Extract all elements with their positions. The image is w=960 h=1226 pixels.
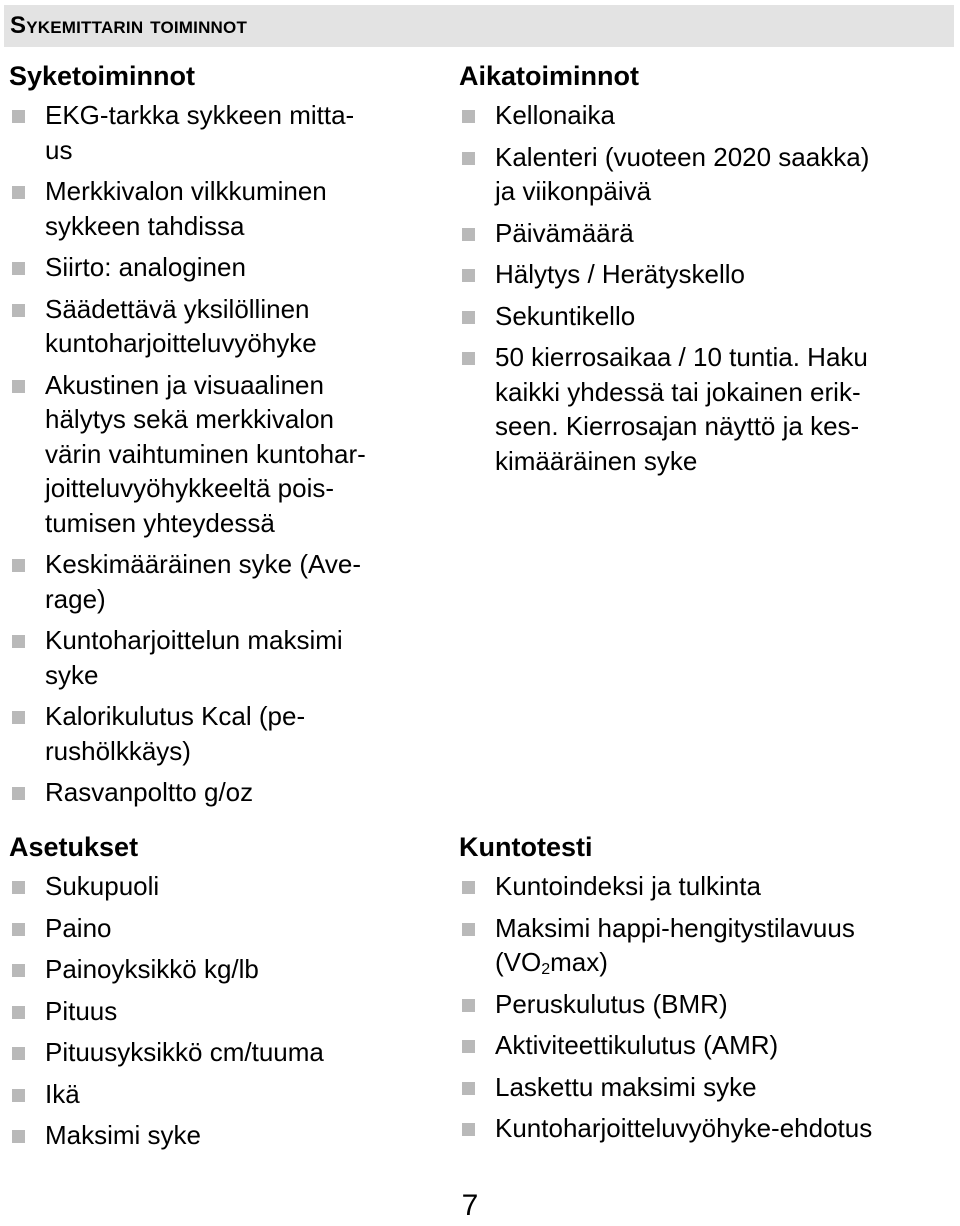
- list-item-text: Kellonaika: [495, 100, 615, 130]
- list-item: [459, 1111, 954, 1146]
- section-heading-aikatoiminnot: Aikatoiminnot: [459, 61, 639, 91]
- list-item: [9, 699, 434, 768]
- section-syketoiminnot: [9, 60, 434, 817]
- list-item-text: Sekuntikello: [495, 300, 636, 331]
- square-bullet-icon: [12, 186, 25, 199]
- list-item-text: Pituus: [45, 995, 118, 1026]
- list-item: [9, 869, 434, 904]
- square-bullet-icon: [12, 964, 25, 977]
- list-item: [459, 98, 954, 133]
- vo2max-subscript: 2: [541, 961, 551, 978]
- square-bullet-icon: [12, 1047, 25, 1060]
- list-item: [9, 952, 434, 987]
- list-item: [9, 994, 434, 1029]
- list-item-text: Ikä: [45, 1078, 80, 1109]
- square-bullet-icon: [462, 1082, 475, 1095]
- list-item-text: Siirto: analoginen: [45, 252, 246, 282]
- square-bullet-icon: [462, 881, 475, 894]
- square-bullet-icon: [12, 923, 25, 936]
- list-item: [9, 1077, 434, 1112]
- square-bullet-icon: [12, 1130, 25, 1143]
- list-item-text: Painoyksikkö kg/lb: [45, 954, 259, 984]
- section-heading-kuntotesti: Kuntotesti: [459, 832, 593, 862]
- square-bullet-icon: [12, 262, 25, 275]
- list-item: [459, 340, 954, 478]
- list-item: [459, 1028, 954, 1063]
- square-bullet-icon: [12, 1089, 25, 1102]
- list-item: [9, 368, 434, 541]
- list-item: [459, 216, 954, 251]
- list-item-text: Kalenteri (vuoteen 2020 saakka) ja viikonpäivä: [495, 141, 870, 206]
- list-item: [9, 250, 434, 285]
- list-item-text: Hälytys / Herätyskello: [495, 259, 745, 289]
- square-bullet-icon: [462, 999, 475, 1012]
- square-bullet-icon: [12, 304, 25, 317]
- square-bullet-icon: [462, 352, 475, 365]
- square-bullet-icon: [462, 269, 475, 282]
- list-item-text: Paino: [45, 912, 112, 943]
- list-item: [459, 140, 954, 209]
- list-item-text: Maksimi syke: [45, 1120, 202, 1150]
- section-heading-asetukset: Asetukset: [9, 832, 139, 862]
- list-item: [459, 299, 954, 334]
- square-bullet-icon: [462, 228, 475, 241]
- list-item-text: Kuntoindeksi ja tulkinta: [495, 871, 761, 901]
- page-title: Sykemittarin toiminnot: [10, 12, 248, 39]
- list-item: [9, 547, 434, 616]
- list-item-text: Kuntoharjoitteluvyöhyke-ehdotus: [495, 1113, 873, 1143]
- square-bullet-icon: [12, 559, 25, 572]
- list-item-text: Kuntoharjoittelun maksimi syke: [45, 625, 343, 690]
- list-item-text: 50 kierrosaikaa / 10 tuntia. Haku kaikki yhdessä tai jokainen erik- seen. Kierrosajan näyttö ja kes- kimääräinen syke: [495, 342, 868, 476]
- section-heading-syketoiminnot: Syketoiminnot: [9, 61, 196, 91]
- square-bullet-icon: [462, 1040, 475, 1053]
- section-aikatoiminnot: [459, 60, 954, 485]
- list-item-text: Merkkivalon vilkkuminen sykkeen tahdissa: [45, 176, 327, 241]
- list-item-text: Pituusyksikkö cm/tuuma: [45, 1037, 324, 1067]
- square-bullet-icon: [462, 152, 475, 165]
- square-bullet-icon: [12, 110, 25, 123]
- square-bullet-icon: [12, 787, 25, 800]
- list-item-text: EKG-tarkka sykkeen mitta- us: [45, 100, 355, 165]
- square-bullet-icon: [12, 711, 25, 724]
- list-item: [9, 911, 434, 946]
- list-item: [9, 775, 434, 810]
- square-bullet-icon: [462, 923, 475, 936]
- list-item: [9, 1035, 434, 1070]
- list-item-text: Rasvanpoltto g/oz: [45, 777, 254, 807]
- list-kuntotesti: [459, 869, 954, 1146]
- list-item: [459, 987, 954, 1022]
- square-bullet-icon: [462, 110, 475, 123]
- list-item: [9, 174, 434, 243]
- list-item: [9, 292, 434, 361]
- section-asetukset: [9, 831, 434, 1160]
- list-item-text: Keskimääräinen syke (Ave- rage): [45, 549, 361, 614]
- list-item-text: Akustinen ja visuaalinen hälytys sekä merkkivalon värin vaihtuminen kuntohar- joitteluvyöhykkeeltä pois- tumisen yhteydessä: [45, 369, 366, 538]
- square-bullet-icon: [462, 1123, 475, 1136]
- square-bullet-icon: [12, 380, 25, 393]
- list-item-text: Maksimi happi-hengitystilavuus: [495, 912, 855, 943]
- list-asetukset: [9, 869, 434, 1153]
- list-item-text: Laskettu maksimi syke: [495, 1071, 757, 1102]
- list-item-text: Kalorikulutus Kcal (pe- rushölkkäys): [45, 701, 306, 766]
- list-item-text: Sukupuoli: [45, 871, 160, 901]
- list-item: [459, 869, 954, 904]
- square-bullet-icon: [12, 881, 25, 894]
- section-kuntotesti: [459, 831, 954, 1153]
- list-item: [9, 1118, 434, 1153]
- square-bullet-icon: [462, 311, 475, 324]
- square-bullet-icon: [12, 635, 25, 648]
- list-item: [9, 98, 434, 167]
- list-syketoiminnot: [9, 98, 434, 810]
- list-item: [459, 911, 954, 980]
- page-number: 7: [461, 1189, 479, 1222]
- vo2max-suffix: max): [550, 947, 608, 977]
- list-item-text: Päivämäärä: [495, 217, 634, 248]
- list-item: [459, 1070, 954, 1105]
- list-item-text: Säädettävä yksilöllinen kuntoharjoitteluvyöhyke: [45, 293, 317, 358]
- list-item-text: Peruskulutus (BMR): [495, 988, 728, 1019]
- list-item-text: Aktiviteettikulutus (AMR): [495, 1030, 779, 1060]
- list-item: [459, 257, 954, 292]
- list-item: [9, 623, 434, 692]
- title-bar: [4, 5, 954, 47]
- square-bullet-icon: [12, 1006, 25, 1019]
- vo2max-prefix: (VO: [495, 947, 542, 977]
- list-aikatoiminnot: [459, 98, 954, 478]
